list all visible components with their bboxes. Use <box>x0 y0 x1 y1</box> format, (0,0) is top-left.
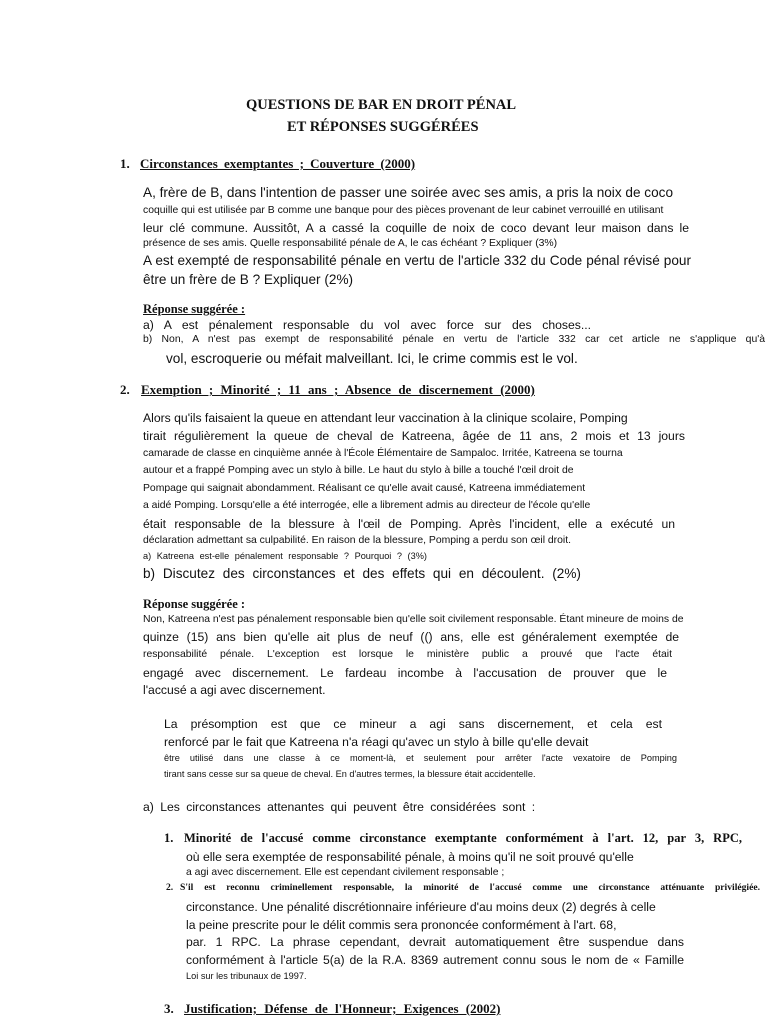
section-2-indented-line: être utilisé dans une classe à ce moment-là, et seulement pour arrêter l'acte vexatoire de Pomping <box>164 753 677 763</box>
circumstance-2-line: par. 1 RPC. La phrase cependant, devrait automatiquement être suspendue dans <box>186 935 684 949</box>
section-2-indented-line: tirant sans cesse sur sa queue de cheval. En d'autres termes, la blessure était accidentelle. <box>164 769 536 779</box>
section-1-paragraph-line: leur clé commune. Aussitôt, A a cassé la coquille de noix de coco devant leur maison dans le <box>143 221 689 235</box>
circumstance-2-line: Loi sur les tribunaux de 1997. <box>186 971 307 981</box>
section-2-paragraph-line: a aidé Pomping. Lorsqu'elle a été interrogée, elle a librement admis au directeur de l'école qu'elle <box>143 500 591 511</box>
section-3-heading: Justification; Défense de l'Honneur; Exigences (2002) <box>184 1001 501 1016</box>
circumstance-1-line: a agi avec discernement. Elle est cependant civilement responsable ; <box>186 867 505 878</box>
section-2-paragraph-line: Alors qu'ils faisaient la queue en attendant leur vaccination à la clinique scolaire, Pomping <box>143 411 628 425</box>
section-2-circumstances-intro: a) Les circonstances attenantes qui peuvent être considérées sont : <box>143 800 536 814</box>
section-2-paragraph-line: Pompage qui saignait abondamment. Réalisant ce qu'elle avait causé, Katreena immédiatement <box>143 483 586 494</box>
section-2-paragraph-line: autour et a frappé Pomping avec un stylo à bille. Le haut du stylo à bille a touché l'œil droit de <box>143 465 574 476</box>
section-2-paragraph-line: tirait régulièrement la queue de cheval de Katreena, âgée de 11 ans, 2 mois et 13 jours <box>143 429 685 443</box>
document-title-line2: ET RÉPONSES SUGGÉRÉES <box>287 119 479 135</box>
circumstance-2-heading: S'il est reconnu criminellement responsable, la minorité de l'accusé comme une circonstance atténuante privilégiée. <box>180 882 760 893</box>
section-1-answer-line: vol, escroquerie ou méfait malveillant. Ici, le crime commis est le vol. <box>166 351 578 366</box>
circumstance-2-line: conformément à l'article 5(a) de la R.A. 8369 autrement connu sous le nom de « Famille <box>186 953 684 967</box>
circumstance-1-line: où elle sera exemptée de responsabilité pénale, à moins qu'il ne soit prouvé qu'elle <box>186 850 634 864</box>
section-2-answer-line: l'accusé a agi avec discernement. <box>143 683 326 697</box>
circumstance-2-line: circonstance. Une pénalité discrétionnaire inférieure d'au moins deux (2) degrés à celle <box>186 900 656 914</box>
section-2-paragraph-line: camarade de classe en cinquième année à l'École Élémentaire de Sampaloc. Irritée, Katreena se tourna <box>143 448 623 459</box>
section-2-paragraph-line: déclaration admettant sa culpabilité. En raison de la blessure, Pomping a perdu son œil droit. <box>143 535 571 546</box>
section-1-paragraph-line: présence de ses amis. Quelle responsabilité pénale de A, le cas échéant ? Expliquer (3%) <box>143 238 558 249</box>
section-1-answer-line: b) Non, A n'est pas exempt de responsabilité pénale en vertu de l'article 332 car cet article ne s'applique qu'à <box>143 334 765 345</box>
section-1-paragraph-line: être un frère de B ? Expliquer (2%) <box>143 272 354 287</box>
section-1-answer-line: a) A est pénalement responsable du vol avec force sur des choses... <box>143 318 591 332</box>
section-2-indented-line: La présomption est que ce mineur a agi sans discernement, et cela est <box>164 717 662 731</box>
section-2-number: 2. <box>120 382 130 397</box>
section-2-paragraph-line: était responsable de la blessure à l'œil de Pomping. Après l'incident, elle a exécuté un <box>143 517 675 531</box>
section-2-answer-line: quinze (15) ans bien qu'elle ait plus de neuf (() ans, elle est généralement exemptée de <box>143 630 679 644</box>
section-1-paragraph-line: coquille qui est utilisée par B comme une banque pour des pièces provenant de leur cabinet verrouillé en utilisant <box>143 205 664 216</box>
circumstance-2-number: 2. <box>166 882 174 893</box>
section-2-answer-line: responsabilité pénale. L'exception est lorsque le ministère public a prouvé que l'acte était <box>143 649 672 660</box>
section-1-answer-label: Réponse suggérée : <box>143 302 246 316</box>
circumstance-1-number: 1. <box>164 831 174 845</box>
document-title-line1: QUESTIONS DE BAR EN DROIT PÉNAL <box>246 97 517 113</box>
section-1-paragraph-line: A, frère de B, dans l'intention de passer une soirée avec ses amis, a pris la noix de coco <box>143 185 674 200</box>
circumstance-2-line: la peine prescrite pour le délit commis sera prononcée conformément à l'art. 68, <box>186 918 617 932</box>
section-2-question-b: b) Discutez des circonstances et des effets qui en découlent. (2%) <box>143 566 581 581</box>
section-2-answer-line: engagé avec discernement. Le fardeau incombe à l'accusation de prouver que le <box>143 666 667 680</box>
section-3-number: 3. <box>164 1001 174 1016</box>
section-2-indented-line: renforcé par le fait que Katreena n'a réagi qu'avec un stylo à bille qu'elle devait <box>164 735 589 749</box>
section-1-paragraph-line: A est exempté de responsabilité pénale en vertu de l'article 332 du Code pénal révisé pour <box>143 253 691 268</box>
section-2-question-a: a) Katreena est-elle pénalement responsable ? Pourquoi ? (3%) <box>143 551 427 561</box>
circumstance-1-heading: Minorité de l'accusé comme circonstance exemptante conformément à l'art. 12, par 3, RPC, <box>184 831 742 845</box>
section-2-answer-label: Réponse suggérée : <box>143 597 246 611</box>
section-2-answer-line: Non, Katreena n'est pas pénalement responsable bien qu'elle soit civilement responsable. Étant mineure de moins de <box>143 614 684 625</box>
section-2-heading: Exemption ; Minorité ; 11 ans ; Absence de discernement (2000) <box>141 382 535 397</box>
section-1-number: 1. <box>120 156 130 171</box>
section-1-heading: Circonstances exemptantes ; Couverture (2000) <box>140 156 416 171</box>
